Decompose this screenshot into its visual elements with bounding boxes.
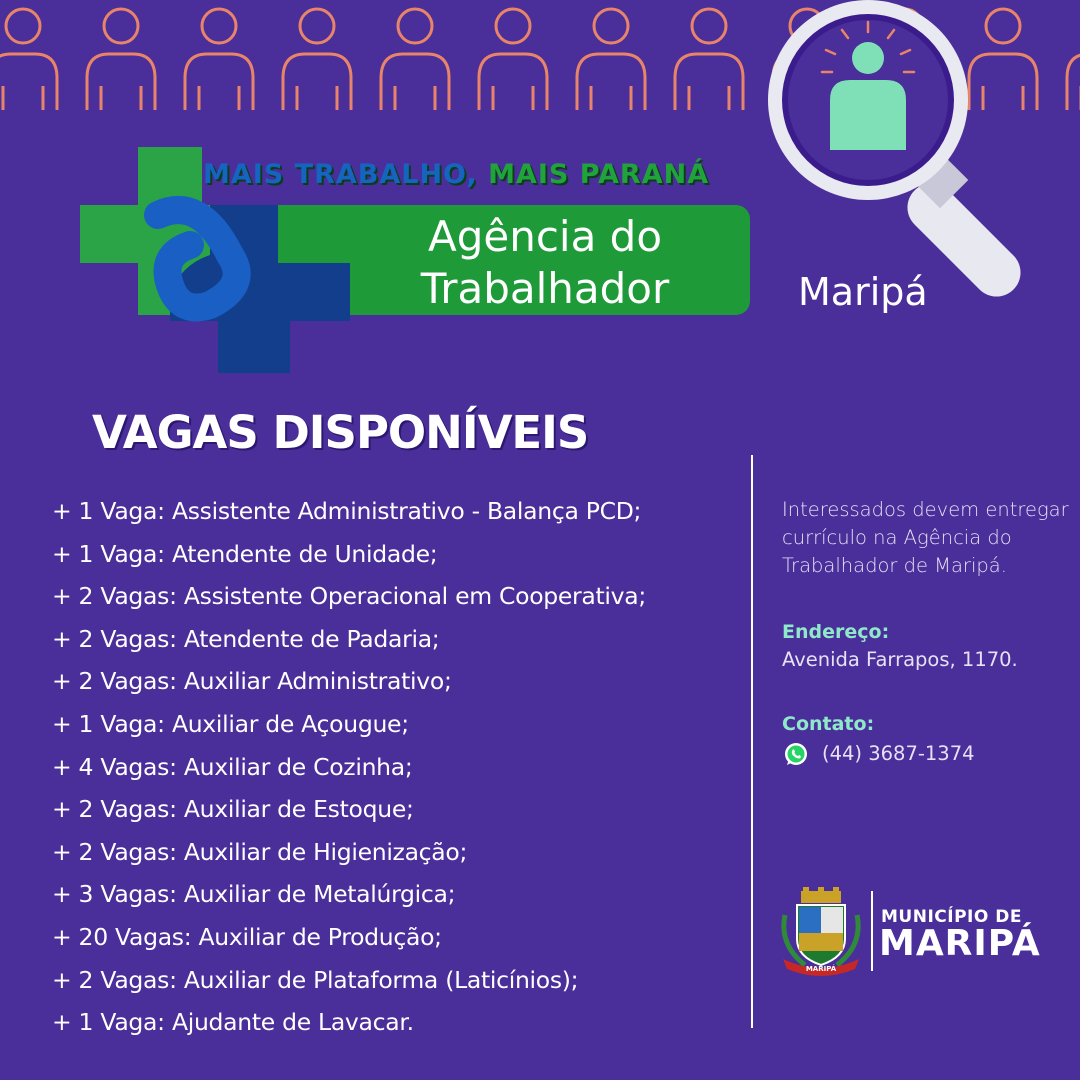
person-outline-icon (479, 9, 547, 110)
logo-name (350, 211, 740, 315)
job-item: + 2 Vagas: Auxiliar de Estoque; (52, 795, 414, 824)
logo-slogan (203, 159, 709, 190)
job-item: + 2 Vagas: Auxiliar de Plataforma (Laticínios); (52, 965, 579, 994)
job-item: + 1 Vaga: Atendente de Unidade; (52, 539, 438, 568)
job-item: + 4 Vagas: Auxiliar de Cozinha; (52, 752, 413, 781)
contact-line (782, 740, 1072, 768)
address-value: Avenida Farrapos, 1170. (782, 648, 1018, 671)
contact-block (782, 710, 1072, 768)
municipio-top-label: MUNICÍPIO DE (881, 907, 1022, 927)
city-label: Maripá (798, 270, 928, 314)
job-item: + 2 Vagas: Atendente de Padaria; (52, 624, 440, 653)
maripa-crest-icon (775, 885, 867, 977)
job-item: + 2 Vagas: Auxiliar de Higienização; (52, 837, 468, 866)
contact-phone: (44) 3687-1374 (822, 742, 975, 765)
side-info (782, 496, 1072, 768)
municipio-name: MARIPÁ (879, 923, 1041, 964)
person-outline-icon (185, 9, 253, 110)
magnifier-person-icon (760, 0, 1080, 300)
crest-ribbon-text: MARIPÁ (805, 965, 837, 973)
job-item: + 20 Vagas: Auxiliar de Produção; (52, 922, 442, 951)
logo-name-line1: Agência do (427, 212, 663, 261)
side-intro: Interessados devem entregar currículo na Agência do Trabalhador de Maripá. (782, 498, 1069, 577)
person-outline-icon (283, 9, 351, 110)
whatsapp-icon (782, 740, 810, 768)
job-item: + 1 Vaga: Assistente Administrativo - Balança PCD; (52, 497, 642, 525)
job-item: + 2 Vagas: Auxiliar Administrativo; (52, 667, 452, 696)
vertical-divider (751, 455, 753, 1028)
vagas-title: VAGAS DISPONÍVEIS (92, 406, 589, 459)
contact-label: Contato: (782, 713, 875, 735)
logo-name-line2: Trabalhador (420, 264, 670, 313)
job-list (52, 490, 646, 1044)
person-outline-icon (0, 9, 57, 110)
municipio-separator (871, 891, 873, 971)
job-item: + 1 Vaga: Ajudante de Lavacar. (52, 1008, 414, 1037)
person-outline-icon (675, 9, 743, 110)
job-item: + 2 Vagas: Assistente Operacional em Cooperativa; (52, 582, 646, 611)
person-outline-icon (381, 9, 449, 110)
municipio-logo (775, 885, 1065, 975)
address-label: Endereço: (782, 621, 890, 643)
person-outline-icon (87, 9, 155, 110)
person-outline-icon (577, 9, 645, 110)
address-block (782, 618, 1072, 674)
agencia-do-trabalhador-logo (80, 145, 760, 375)
logo-slogan-part1: MAIS TRABALHO, (203, 159, 478, 190)
job-item: + 1 Vaga: Auxiliar de Açougue; (52, 709, 409, 738)
job-item: + 3 Vagas: Auxiliar de Metalúrgica; (52, 880, 456, 909)
logo-slogan-part2: MAIS PARANÁ (488, 159, 710, 190)
